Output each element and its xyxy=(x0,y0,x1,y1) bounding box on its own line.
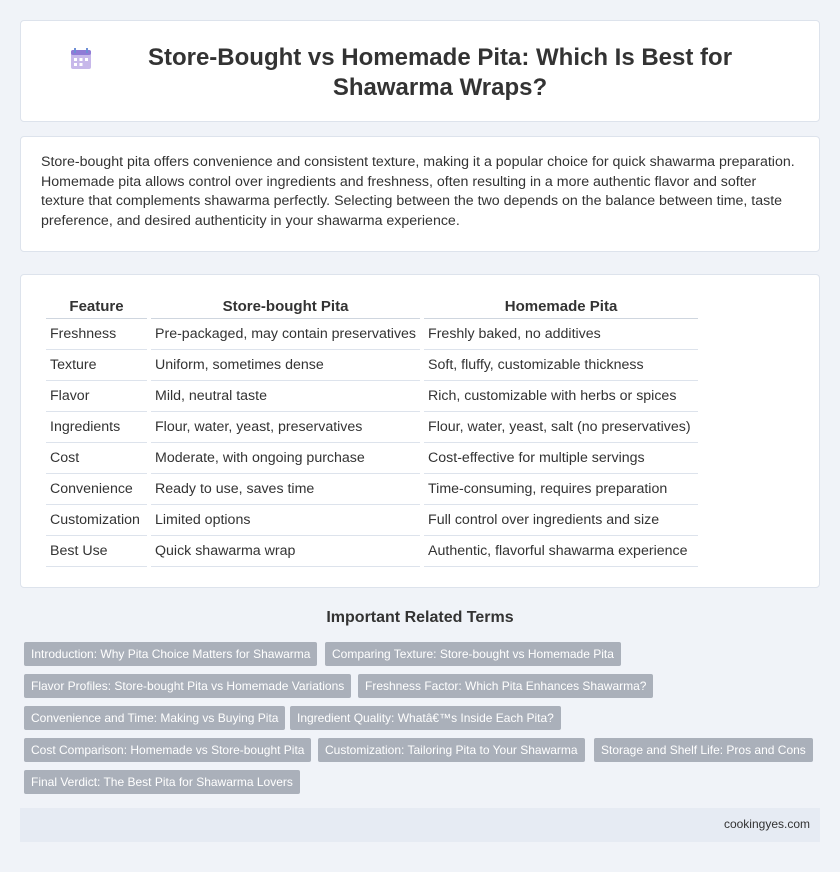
store-bought-cell: Moderate, with ongoing purchase xyxy=(151,443,420,474)
footer-site-link[interactable]: cookingyes.com xyxy=(723,817,810,831)
store-bought-cell: Flour, water, yeast, preservatives xyxy=(151,412,420,443)
table-row xyxy=(46,474,698,505)
intro-paragraph: Store-bought pita offers convenience and consistent texture, making it a popular choice for quick shawarma preparation. Homemade pita allows control over ingredients and freshness, often resulting in a more authentic flavor and softer texture that complements shawarma perfectly. Selecting between the two depends on the balance between time, taste preference, and desired authenticity in your shawarma experience. xyxy=(41,154,795,229)
related-terms-heading: Important Related Terms xyxy=(326,609,514,626)
feature-cell: Cost xyxy=(46,443,147,474)
store-bought-cell: Quick shawarma wrap xyxy=(151,536,420,567)
homemade-cell: Authentic, flavorful shawarma experience xyxy=(424,536,698,567)
column-header-homemade: Homemade Pita xyxy=(424,295,698,319)
store-bought-cell: Ready to use, saves time xyxy=(151,474,420,505)
homemade-cell: Freshly baked, no additives xyxy=(424,319,698,350)
table-row xyxy=(46,505,698,536)
table-row xyxy=(46,381,698,412)
related-term-tag[interactable]: Convenience and Time: Making vs Buying Pita xyxy=(24,706,285,730)
feature-cell: Texture xyxy=(46,350,147,381)
page-title: Store-Bought vs Homemade Pita: Which Is Best for Shawarma Wraps? xyxy=(147,44,733,101)
table-header-row xyxy=(46,295,698,319)
related-term-tag[interactable]: Comparing Texture: Store-bought vs Homemade Pita xyxy=(325,642,621,666)
comparison-card xyxy=(20,274,820,588)
homemade-cell: Full control over ingredients and size xyxy=(424,505,698,536)
feature-cell: Convenience xyxy=(46,474,147,505)
feature-cell: Ingredients xyxy=(46,412,147,443)
column-header-feature: Feature xyxy=(46,295,147,319)
column-header-store-bought: Store-bought Pita xyxy=(151,295,420,319)
related-term-tag[interactable]: Cost Comparison: Homemade vs Store-bought Pita xyxy=(24,738,311,762)
homemade-cell: Soft, fluffy, customizable thickness xyxy=(424,350,698,381)
related-term-tag[interactable]: Storage and Shelf Life: Pros and Cons xyxy=(594,738,813,762)
related-term-tag[interactable]: Final Verdict: The Best Pita for Shawarma Lovers xyxy=(24,770,300,794)
related-term-tag[interactable]: Flavor Profiles: Store-bought Pita vs Homemade Variations xyxy=(24,674,351,698)
feature-cell: Best Use xyxy=(46,536,147,567)
store-bought-cell: Mild, neutral taste xyxy=(151,381,420,412)
homemade-cell: Time-consuming, requires preparation xyxy=(424,474,698,505)
table-row xyxy=(46,350,698,381)
feature-cell: Customization xyxy=(46,505,147,536)
footer xyxy=(20,808,820,842)
feature-cell: Freshness xyxy=(46,319,147,350)
intro-card xyxy=(20,136,820,252)
related-term-tag[interactable]: Freshness Factor: Which Pita Enhances Shawarma? xyxy=(358,674,653,698)
related-term-tag[interactable]: Customization: Tailoring Pita to Your Shawarma xyxy=(318,738,585,762)
homemade-cell: Rich, customizable with herbs or spices xyxy=(424,381,698,412)
title-card xyxy=(20,20,820,122)
table-row xyxy=(46,319,698,350)
homemade-cell: Flour, water, yeast, salt (no preservatives) xyxy=(424,412,698,443)
related-term-tag[interactable]: Introduction: Why Pita Choice Matters for Shawarma xyxy=(24,642,317,666)
table-row xyxy=(46,412,698,443)
homemade-cell: Cost-effective for multiple servings xyxy=(424,443,698,474)
store-bought-cell: Limited options xyxy=(151,505,420,536)
store-bought-cell: Pre-packaged, may contain preservatives xyxy=(151,319,420,350)
related-term-tag[interactable]: Ingredient Quality: Whatâ€™s Inside Each Pita? xyxy=(290,706,561,730)
comparison-table xyxy=(42,295,702,567)
table-row xyxy=(46,443,698,474)
feature-cell: Flavor xyxy=(46,381,147,412)
table-row xyxy=(46,536,698,567)
store-bought-cell: Uniform, sometimes dense xyxy=(151,350,420,381)
